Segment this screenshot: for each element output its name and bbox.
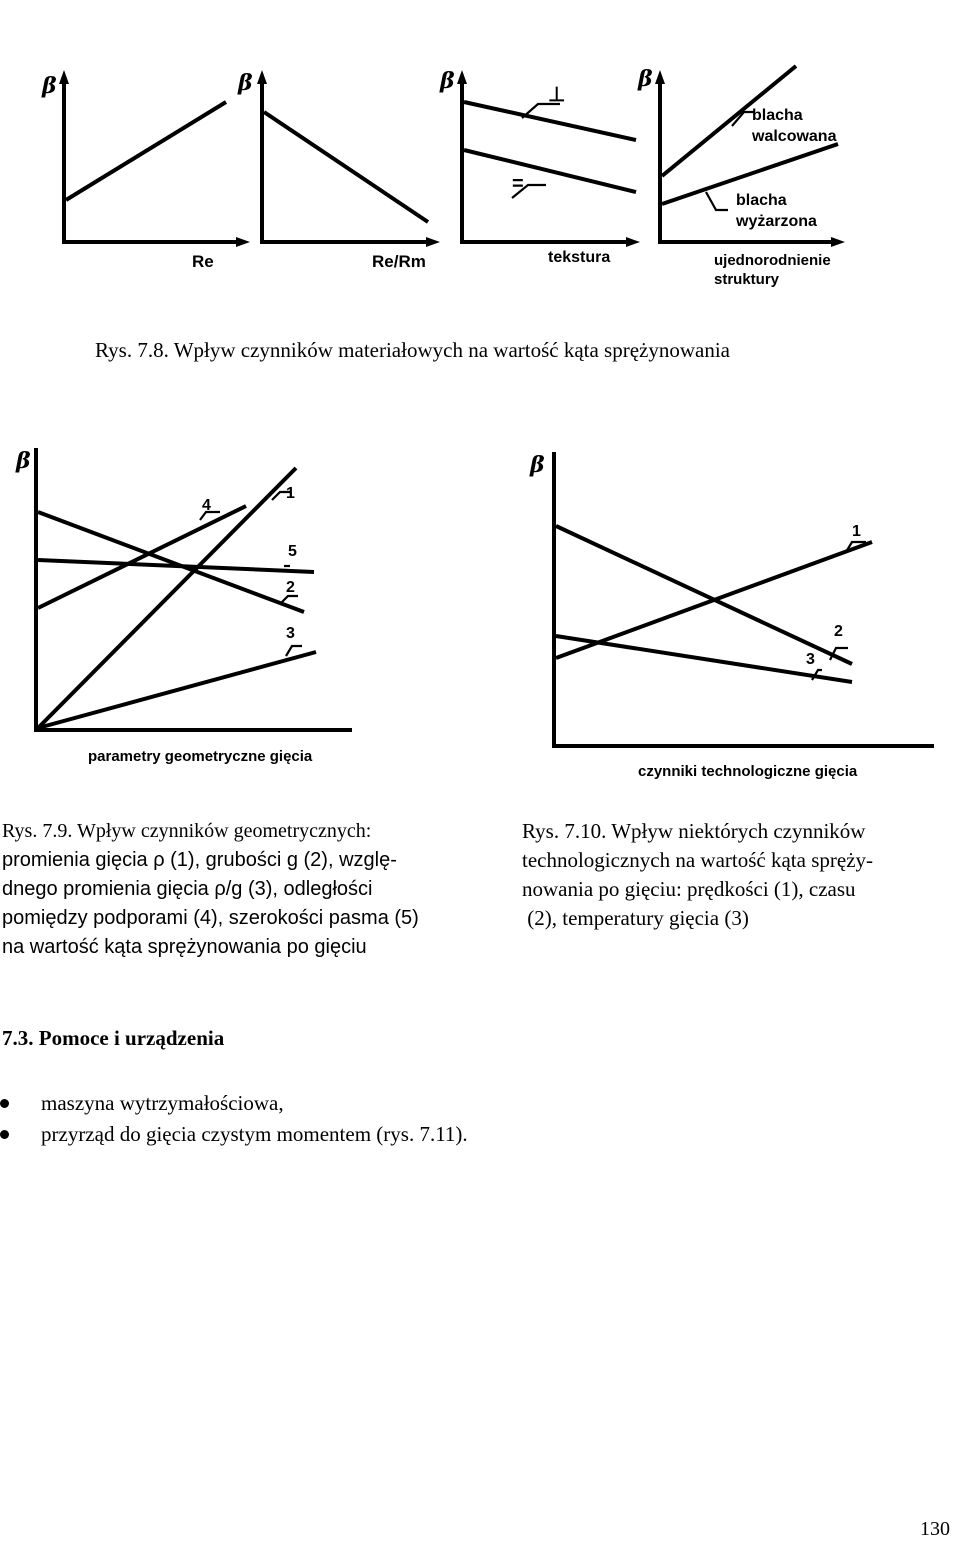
line-label-2: 2 xyxy=(286,579,295,596)
series-line-perpendicular xyxy=(464,102,636,140)
trend-line xyxy=(66,102,226,200)
x-axis-arrowhead-icon xyxy=(626,237,640,247)
caption-line: (2), temperatury gięcia (3) xyxy=(522,906,749,930)
y-axis-label: β xyxy=(440,68,455,94)
series-line-3 xyxy=(38,652,316,728)
x-axis-label: tekstura xyxy=(548,249,611,266)
y-axis-label: β xyxy=(16,448,31,474)
fig78-panel-ujednorodnienie xyxy=(637,66,845,288)
line-label-annealed xyxy=(735,192,817,230)
x-axis-label: parametry geometryczne gięcia xyxy=(88,748,313,765)
line-label-rolled xyxy=(751,107,837,145)
caption-line: pomiędzy podporami (4), szerokości pasma (5) xyxy=(2,907,419,929)
line-label-1: 1 xyxy=(852,523,861,540)
bullet-icon xyxy=(0,1130,9,1139)
y-axis-arrowhead-icon xyxy=(457,70,467,84)
fig710-technological-factors xyxy=(529,452,934,780)
x-axis-arrowhead-icon xyxy=(831,237,845,247)
caption-line: Rys. 7.10. Wpływ niektórych czynników xyxy=(522,819,866,843)
x-axis-label xyxy=(714,252,835,288)
line-label-line: blacha xyxy=(752,107,803,124)
y-axis-arrowhead-icon xyxy=(655,70,665,84)
list-item xyxy=(0,1088,468,1119)
line-label: ⊥ xyxy=(548,84,566,106)
x-axis-arrowhead-icon xyxy=(426,237,440,247)
line-label-line: blacha xyxy=(736,192,787,209)
bullet-icon xyxy=(0,1099,9,1108)
y-axis-arrowhead-icon xyxy=(257,70,267,84)
line-label-3: 3 xyxy=(286,625,295,642)
equipment-list xyxy=(0,1088,468,1150)
y-axis-label: β xyxy=(530,452,545,478)
line-label-5: 5 xyxy=(288,543,297,560)
caption-line: na wartość kąta sprężynowania po gięciu xyxy=(2,936,367,958)
line-label-1: 1 xyxy=(286,485,295,502)
y-axis-arrowhead-icon xyxy=(59,70,69,84)
fig78-panel-re-rm xyxy=(237,70,440,271)
y-axis-label: β xyxy=(42,73,57,99)
x-axis-arrowhead-icon xyxy=(236,237,250,247)
fig78-panel-tekstura xyxy=(439,68,640,266)
x-axis-label: czynniki technologiczne gięcia xyxy=(638,763,858,780)
list-item-text: przyrząd do gięcia czystym momentem (rys. 7.11). xyxy=(41,1122,468,1146)
caption-line: nowania po gięciu: prędkości (1), czasu xyxy=(522,877,856,901)
line-label-line: wyżarzona xyxy=(736,213,817,230)
figure-7-9-caption xyxy=(2,817,502,962)
section-heading: 7.3. Pomoce i urządzenia xyxy=(2,1026,225,1050)
trend-line xyxy=(264,112,428,222)
line-label-4: 4 xyxy=(202,497,211,514)
line-label-line: walcowana xyxy=(752,128,837,145)
page-number: 130 xyxy=(920,1518,950,1540)
x-axis-label: Re/Rm xyxy=(372,252,426,271)
list-item-text: maszyna wytrzymałościowa, xyxy=(41,1091,284,1115)
x-axis-label-line: ujednorodnienie xyxy=(714,252,831,269)
figure-7-10-caption xyxy=(522,817,958,933)
line-label-3: 3 xyxy=(806,651,815,668)
x-axis-label-line: struktury xyxy=(714,271,780,288)
x-axis-label: Re xyxy=(192,252,214,271)
caption-line: Rys. 7.9. Wpływ czynników geometrycznych: xyxy=(2,820,372,842)
caption-line: dnego promienia gięcia ρ/g (3), odległości xyxy=(2,878,373,900)
caption-line: technologicznych na wartość kąta spręży- xyxy=(522,848,874,872)
y-axis-label: β xyxy=(238,70,253,96)
list-item xyxy=(0,1119,468,1150)
series-line-parallel xyxy=(464,150,636,192)
y-axis-label: β xyxy=(638,66,653,92)
series-line-4 xyxy=(38,506,246,608)
series-line-1 xyxy=(38,468,296,728)
fig78-panel-re xyxy=(41,70,250,271)
line-label-2: 2 xyxy=(834,623,843,640)
line-label: = xyxy=(512,173,524,195)
caption-line: promienia gięcia ρ (1), grubości g (2), wzglę- xyxy=(2,849,397,871)
fig79-geometric-factors xyxy=(15,448,352,765)
figure-7-8-caption: Rys. 7.8. Wpływ czynników materiałowych na wartość kąta sprężynowania xyxy=(95,338,731,362)
leader-line xyxy=(282,596,298,602)
leader-line xyxy=(706,192,728,210)
